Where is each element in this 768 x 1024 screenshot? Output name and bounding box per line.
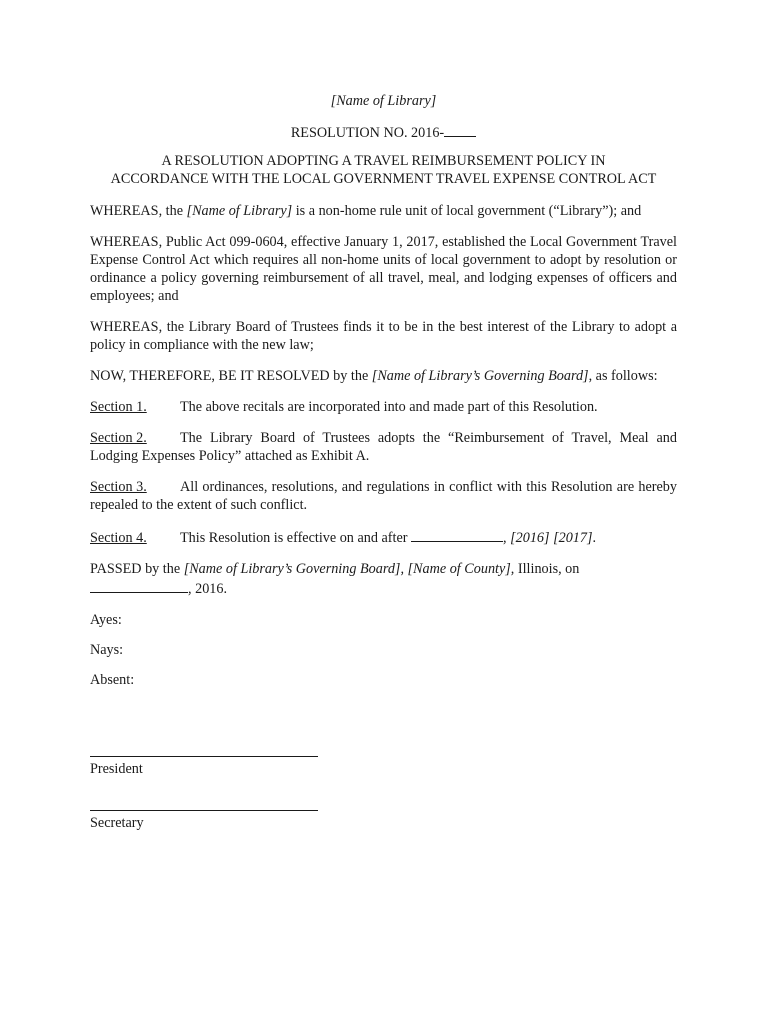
secretary-label: Secretary bbox=[90, 815, 144, 831]
section-4-label: Section 4. bbox=[90, 530, 147, 546]
resolution-number-blank bbox=[444, 122, 476, 137]
section-4-text: This Resolution is effective on and after bbox=[180, 530, 412, 546]
resolution-number-text: RESOLUTION NO. 2016- bbox=[290, 125, 445, 141]
secretary-signature-line bbox=[90, 810, 318, 811]
resolved-prefix: NOW, THEREFORE, BE IT RESOLVED by the bbox=[90, 368, 372, 384]
passed-board-county-placeholder: [Name of Library’s Governing Board], [Name of County], bbox=[183, 561, 515, 577]
secretary-signature-block bbox=[90, 810, 318, 832]
whereas-1-prefix: WHEREAS, the bbox=[90, 203, 187, 219]
passed-date-blank bbox=[90, 578, 188, 593]
president-signature-line bbox=[90, 756, 318, 757]
whereas-clause-2: WHEREAS, Public Act 099-0604, effective January 1, 2017, established the Local Government Travel Expense Control Act which requires all non-home units of local government to adopt by resolution or ordinance a policy governing reimbursement of all travel, meal, and lodging expenses of officers and employees; and bbox=[90, 234, 677, 304]
section-2-text: The Library Board of Trustees adopts the “Reimbursement of Travel, Meal and Lodging Expenses Policy” attached as Exhibit A. bbox=[90, 430, 677, 464]
ayes-label: Ayes: bbox=[90, 612, 122, 628]
section-1-label: Section 1. bbox=[90, 399, 147, 415]
resolved-suffix: , as follows: bbox=[588, 368, 658, 384]
resolution-number bbox=[90, 122, 677, 140]
section-1-text: The above recitals are incorporated into and made part of this Resolution. bbox=[180, 399, 598, 415]
whereas-1-suffix: is a non-home rule unit of local government (“Library”); and bbox=[292, 203, 642, 219]
resolved-board-placeholder: [Name of Library’s Governing Board] bbox=[371, 368, 589, 384]
resolution-document bbox=[90, 92, 677, 701]
section-3 bbox=[90, 478, 677, 514]
section-2 bbox=[90, 429, 677, 465]
resolution-title-line-1: A RESOLUTION ADOPTING A TRAVEL REIMBURSEMENT POLICY IN bbox=[161, 153, 606, 169]
whereas-clause-1 bbox=[90, 202, 677, 220]
section-1 bbox=[90, 398, 677, 416]
passed-middle: Illinois, on bbox=[514, 561, 580, 577]
whereas-clause-3: WHEREAS, the Library Board of Trustees finds it to be in the best interest of the Library to adopt a policy in compliance with the new law; bbox=[90, 319, 677, 353]
section-2-label: Section 2. bbox=[90, 430, 147, 446]
section-4-after-blank: , bbox=[503, 530, 511, 546]
resolved-clause bbox=[90, 367, 677, 385]
section-4 bbox=[90, 527, 677, 547]
section-4-end: . bbox=[592, 530, 597, 546]
section-3-text: All ordinances, resolutions, and regulations in conflict with this Resolution are hereby repealed to the extent of such conflict. bbox=[90, 479, 677, 513]
section-3-label: Section 3. bbox=[90, 479, 147, 495]
passed-after-blank: , 2016. bbox=[188, 581, 228, 597]
whereas-1-library-placeholder: [Name of Library] bbox=[186, 203, 293, 219]
passed-clause bbox=[90, 560, 677, 598]
resolution-title bbox=[90, 152, 677, 188]
absent-label: Absent: bbox=[90, 672, 135, 688]
effective-date-blank bbox=[411, 527, 503, 542]
passed-prefix: PASSED by the bbox=[90, 561, 184, 577]
president-label: President bbox=[90, 761, 143, 777]
resolution-title-line-2: ACCORDANCE WITH THE LOCAL GOVERNMENT TRAVEL EXPENSE CONTROL ACT bbox=[110, 171, 657, 187]
section-4-years-placeholder: [2016] [2017] bbox=[510, 530, 593, 546]
president-signature-block bbox=[90, 756, 318, 778]
library-name-heading: [Name of Library] bbox=[330, 93, 437, 109]
nays-label: Nays: bbox=[90, 642, 124, 658]
